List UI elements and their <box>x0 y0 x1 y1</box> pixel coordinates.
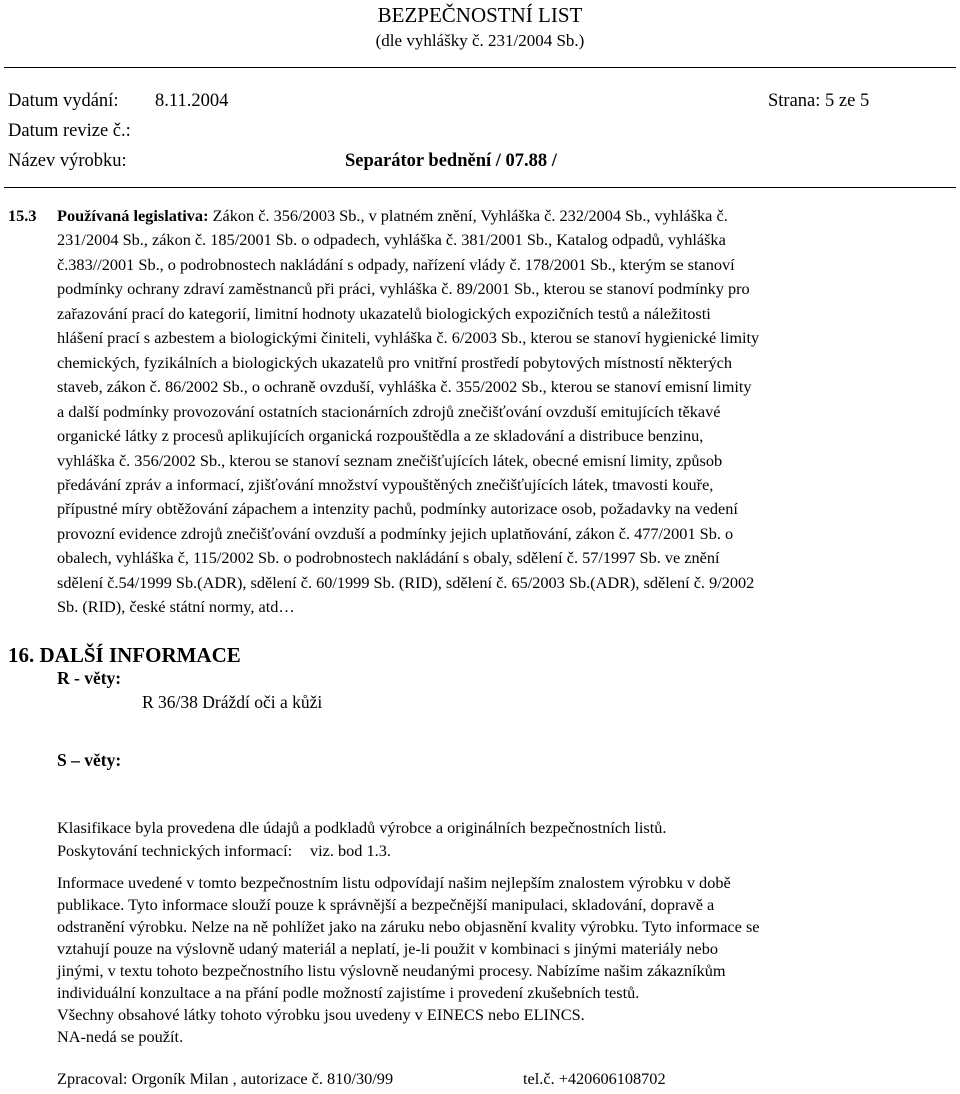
revision-date-label: Datum revize č.: <box>8 121 131 141</box>
legislation-line: podmínky ochrany zdraví zaměstnanců při práci, vyhláška č. 89/2001 Sb., kterou se stanoví podmínky pro <box>57 279 750 299</box>
technical-info-value: viz. bod 1.3. <box>310 841 391 860</box>
technical-info-label: Poskytování technických informací: <box>57 841 293 860</box>
issue-date-label: Datum vydání: <box>8 91 119 111</box>
legislation-line: přípustné míry obtěžování zápachem a intenzity pachů, podmínky autorizace osob, požadavky na vedení <box>57 499 738 519</box>
r-phrases-text: R 36/38 Dráždí oči a kůži <box>142 692 323 712</box>
legislation-line: sdělení č.54/1999 Sb.(ADR), sdělení č. 60/1999 Sb. (RID), sdělení č. 65/2003 Sb.(ADR), sdělení č. 9/2002 <box>57 572 755 592</box>
document-subtitle: (dle vyhlášky č. 231/2004 Sb.) <box>375 31 585 50</box>
page-counter: Strana: 5 ze 5 <box>768 91 870 111</box>
meta-divider <box>4 187 956 188</box>
legislation-line: č.383//2001 Sb., o podrobnostech nakládání s odpady, nařízení vlády č. 178/2001 Sb., kterým se stanoví <box>57 254 735 274</box>
section-16-heading: 16. DALŠÍ INFORMACE <box>8 643 241 667</box>
disclaimer-line: jinými, v textu tohoto bezpečnostního listu výslovně neudanými procesy. Nabízíme našim zákazníkům <box>57 961 726 980</box>
disclaimer-line: individuální konzultace a na přání podle možností zajistíme i provedení zkušebních testů. <box>57 983 640 1002</box>
section-15-3-body <box>57 204 957 620</box>
disclaimer <box>57 872 957 1048</box>
disclaimer-line: Informace uvedené v tomto bezpečnostním listu odpovídají našim nejlepším znalostem výrobku v době <box>57 873 731 892</box>
legislation-line: předávání zpráv a informací, zjišťování množství vypouštěných znečišťujících látek, tmavosti kouře, <box>57 474 714 494</box>
legislation-line: a další podmínky provozování ostatních stacionárních zdrojů znečišťování ovzduší emitujících těkavé <box>57 401 721 421</box>
na-note: NA-nedá se použít. <box>57 1027 184 1046</box>
legislation-line: obalech, vyhláška č, 115/2002 Sb. o podrobnostech nakládání s obaly, sdělení č. 57/1997 Sb. ve znění <box>57 548 720 568</box>
legislation-heading: Používaná legislativa: <box>57 206 209 225</box>
issue-date-value: 8.11.2004 <box>155 91 229 111</box>
disclaimer-line: vztahují pouze na výslovně udaný materiál a neplatí, je-li použit v kombinaci s jinými materiály nebo <box>57 939 719 958</box>
r-phrases-label: R - věty: <box>57 668 122 688</box>
product-name-label: Název výrobku: <box>8 151 127 171</box>
document-title: BEZPEČNOSTNÍ LIST <box>377 3 583 27</box>
legislation-line: chemických, fyzikálních a biologických ukazatelů pro vnitřní prostředí pobytových místností některých <box>57 352 733 372</box>
legislation-line: hlášení prací s azbestem a biologickými činiteli, vyhláška č. 6/2003 Sb., kterou se stanoví hygienické limity <box>57 328 760 348</box>
contact-phone: tel.č. +420606108702 <box>523 1069 666 1088</box>
legislation-line: zařazování prací do kategorií, limitní hodnoty ukazatelů biologických expozičních testů a náležitosti <box>57 303 711 323</box>
einecs-note: Všechny obsahové látky tohoto výrobku jsou uvedeny v EINECS nebo ELINCS. <box>57 1005 585 1024</box>
prepared-by: Zpracoval: Orgoník Milan , autorizace č. 810/30/99 <box>57 1069 394 1088</box>
legislation-line: provozní evidence zdrojů znečišťování ovzduší a podmínky jejich uplatňování, zákon č. 477/2001 Sb. o <box>57 523 734 543</box>
product-name-value: Separátor bednění / 07.88 / <box>345 151 557 171</box>
legislation-line: Používaná legislativa: Zákon č. 356/2003 Sb., v platném znění, Vyhláška č. 232/2004 Sb., vyhláška č. <box>57 206 728 225</box>
legislation-line: staveb, zákon č. 86/2002 Sb., o ochraně ovzduší, vyhláška č. 355/2002 Sb., kterou se stanoví emisní limity <box>57 377 752 397</box>
legislation-line: Sb. (RID), české státní normy, atd… <box>57 597 295 617</box>
legislation-line: organické látky z procesů aplikujících organická rozpouštědla a ze skladování a distribuce benzinu, <box>57 426 704 446</box>
legislation-line: 231/2004 Sb., zákon č. 185/2001 Sb. o odpadech, vyhláška č. 381/2001 Sb., Katalog odpadů, vyhláška <box>57 230 726 250</box>
disclaimer-line: publikace. Tyto informace slouží pouze k správnější a bezpečnější manipulaci, skladování, dopravě a <box>57 895 715 914</box>
disclaimer-line: odstranění výrobku. Nelze na ně pohlížet jako na záruku nebo objasnění kvality výrobku. Tyto informace se <box>57 917 760 936</box>
header-divider <box>4 67 956 68</box>
s-phrases-label: S – věty: <box>57 750 122 770</box>
classification-note: Klasifikace byla provedena dle údajů a podkladů výrobce a originálních bezpečnostních listů. <box>57 818 667 837</box>
legislation-line: vyhláška č. 356/2002 Sb., kterou se stanoví seznam znečišťujících látek, obecné emisní limity, způsob <box>57 450 723 470</box>
section-15-3-number: 15.3 <box>8 206 37 225</box>
